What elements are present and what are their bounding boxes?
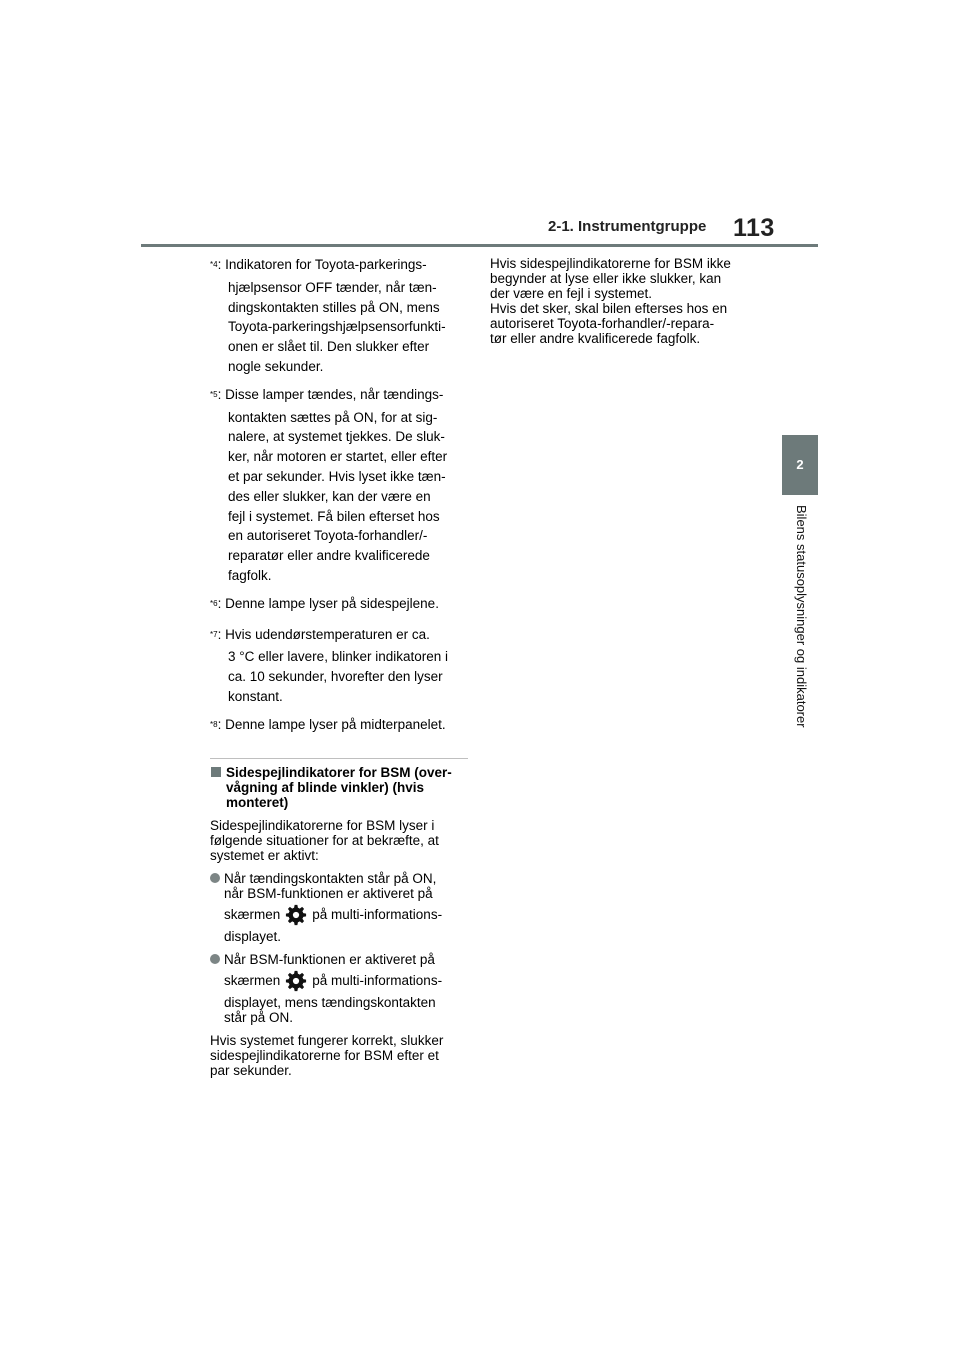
footnote-marker — [210, 467, 228, 487]
footnote-text: : Hvis udendørstemperaturen er ca. — [217, 626, 430, 642]
footnote-mark: *7 — [210, 629, 218, 639]
bullet-line: displayet. — [224, 928, 282, 944]
footnote-marker — [210, 385, 218, 408]
section-heading-line: monteret) — [226, 794, 289, 810]
bullet-line: Når tændingskontakten står på ON, — [224, 870, 437, 886]
footnote-line — [210, 487, 470, 507]
square-bullet-icon — [211, 767, 221, 777]
footnote-marker — [210, 667, 228, 687]
footnote — [210, 594, 470, 617]
footnote-marker — [210, 546, 228, 566]
chapter-side-label: Bilens statusoplysninger og indikatorer — [794, 505, 809, 728]
footnote-text: hjælpsensor OFF tænder, når tæn- — [228, 279, 437, 295]
right-line: begynder at lyse eller ikke slukker, kan — [490, 271, 722, 286]
footnote-line — [210, 278, 470, 298]
bullet-line-text: på multi-informations- — [312, 973, 443, 989]
closing-line: Hvis systemet fungerer korrekt, slukker — [210, 1032, 444, 1048]
bullet-line: displayet, mens tændingskontakten — [224, 994, 436, 1010]
footnote-text: kontakten sættes på ON, for at sig- — [228, 409, 438, 425]
page-number: 113 — [733, 214, 775, 242]
closing-line: sidespejlindikatorerne for BSM efter et — [210, 1047, 439, 1063]
footnote-line — [210, 357, 470, 377]
footnote-text: ca. 10 sekunder, hvorefter den lyser — [228, 669, 443, 685]
footnote-marker — [210, 487, 228, 507]
bullet-line: står på ON. — [224, 1009, 294, 1025]
footnote-line — [210, 255, 470, 278]
closing-line: par sekunder. — [210, 1062, 292, 1078]
footnote-text: reparatør eller andre kvalificerede — [228, 548, 430, 564]
footnote-marker — [210, 408, 228, 428]
footnote-line — [210, 566, 470, 586]
footnote-marker — [210, 298, 228, 318]
footnote-text: et par sekunder. Hvis lyset ikke tæn- — [228, 468, 446, 484]
list-item-bullet-2 — [210, 952, 470, 1025]
footnote-line — [210, 625, 470, 648]
footnote-line — [210, 447, 470, 467]
footnote-text: en autoriseret Toyota-forhandler/- — [228, 528, 428, 544]
footnote-line — [210, 408, 470, 428]
footnote-mark: *4 — [210, 260, 218, 269]
footnote-marker — [210, 337, 228, 357]
footnote-marker — [210, 566, 228, 586]
footnote-text: : Denne lampe lyser på midterpanelet. — [217, 716, 446, 732]
list-item-bullet-1 — [210, 871, 470, 944]
footnote-line — [210, 667, 470, 687]
bullet-line: når BSM-funktionen er aktiveret på — [224, 885, 433, 901]
footnote-marker — [210, 715, 218, 738]
bullet-line-text: skærmen — [224, 907, 281, 923]
footnote-text: 3 °C eller lavere, blinker indikatoren i — [228, 649, 449, 665]
footnote-marker — [210, 357, 228, 377]
footnote-marker — [210, 278, 228, 298]
footnote-list — [210, 255, 470, 738]
footnote-text: konstant. — [228, 688, 283, 704]
footnote-text: : Denne lampe lyser på sidespejlene. — [217, 595, 439, 611]
footnote-text: Toyota-parkeringshjælpsensorfunkti- — [228, 319, 446, 335]
footnote-text: onen er slået til. Den slukker efter — [228, 339, 430, 355]
right-paragraph — [490, 256, 760, 346]
circle-bullet-icon — [210, 954, 220, 964]
bullet-line: Når BSM-funktionen er aktiveret på — [224, 951, 435, 967]
footnote-line — [210, 467, 470, 487]
footnote-line — [210, 526, 470, 546]
intro-line: systemet er aktivt: — [210, 847, 319, 863]
section-divider — [210, 758, 468, 759]
bullet-icon-line — [224, 967, 442, 995]
circle-bullet-icon — [210, 873, 220, 883]
footnote — [210, 625, 470, 707]
footnote-text: nalere, at systemet tjekkes. De sluk- — [228, 429, 445, 445]
footnote-text: fejl i systemet. Få bilen efterset hos — [228, 508, 440, 524]
footnote-text: fagfolk. — [228, 567, 272, 583]
footnote-text: nogle sekunder. — [228, 358, 324, 374]
footnote-marker — [210, 687, 228, 707]
section-heading-line: vågning af blinde vinkler) (hvis — [226, 779, 425, 795]
footnote — [210, 255, 470, 377]
chapter-tab-number: 2 — [796, 457, 804, 472]
footnote-mark: *8 — [210, 719, 218, 729]
footnote-line — [210, 337, 470, 357]
footnote-marker — [210, 625, 218, 648]
section-heading — [210, 765, 470, 810]
left-column — [210, 255, 470, 1086]
footnote-marker — [210, 447, 228, 467]
footnote-mark: *5 — [210, 389, 218, 399]
right-line: autoriseret Toyota-forhandler/-repara- — [490, 316, 715, 331]
footnote-line — [210, 507, 470, 527]
footnote-line — [210, 427, 470, 447]
gear-icon — [285, 970, 307, 992]
footnote-text: : Indikatoren for Toyota-parkerings- — [217, 257, 427, 272]
footnote-marker — [210, 507, 228, 527]
right-line: tør eller andre kvalificerede fagfolk. — [490, 331, 701, 346]
closing-paragraph — [210, 1033, 470, 1078]
footnote-line — [210, 317, 470, 337]
footnote-marker — [210, 255, 218, 278]
footnote-text: : Disse lamper tændes, når tændings- — [217, 386, 444, 402]
footnote-text: des eller slukker, kan der være en — [228, 488, 431, 504]
bullet-line-text: på multi-informations- — [312, 907, 443, 923]
footnote-marker — [210, 526, 228, 546]
bullet-line-text: skærmen — [224, 973, 281, 989]
intro-line: Sidespejlindikatorerne for BSM lyser i — [210, 817, 435, 833]
right-column — [490, 256, 760, 354]
right-line: der være en fejl i systemet. — [490, 286, 653, 301]
right-line: Hvis sidespejlindikatorerne for BSM ikke — [490, 256, 731, 271]
gear-icon — [285, 904, 307, 926]
footnote-marker — [210, 427, 228, 447]
footnote-line — [210, 715, 470, 738]
footnote-text: dingskontakten stilles på ON, mens — [228, 299, 440, 315]
footnote — [210, 385, 470, 586]
footnote-line — [210, 298, 470, 318]
intro-line: følgende situationer for at bekræfte, at — [210, 832, 439, 848]
bullet-icon-line — [224, 901, 442, 929]
section-heading-line: Sidespejlindikatorer for BSM (over- — [226, 764, 452, 780]
footnote — [210, 715, 470, 738]
footnote-line — [210, 594, 470, 617]
footnote-line — [210, 687, 470, 707]
footnote-line — [210, 546, 470, 566]
footnote-marker — [210, 594, 218, 617]
footnote-marker — [210, 317, 228, 337]
chapter-tab — [782, 435, 818, 495]
header-section-title: 2-1. Instrumentgruppe — [548, 218, 707, 235]
footnote-line — [210, 385, 470, 408]
header-rule — [141, 244, 818, 247]
footnote-mark: *6 — [210, 598, 218, 608]
footnote-text: ker, når motoren er startet, eller efter — [228, 449, 448, 465]
right-line: Hvis det sker, skal bilen efterses hos en — [490, 301, 728, 316]
intro-paragraph — [210, 818, 470, 863]
footnote-marker — [210, 647, 228, 667]
footnote-line — [210, 647, 470, 667]
